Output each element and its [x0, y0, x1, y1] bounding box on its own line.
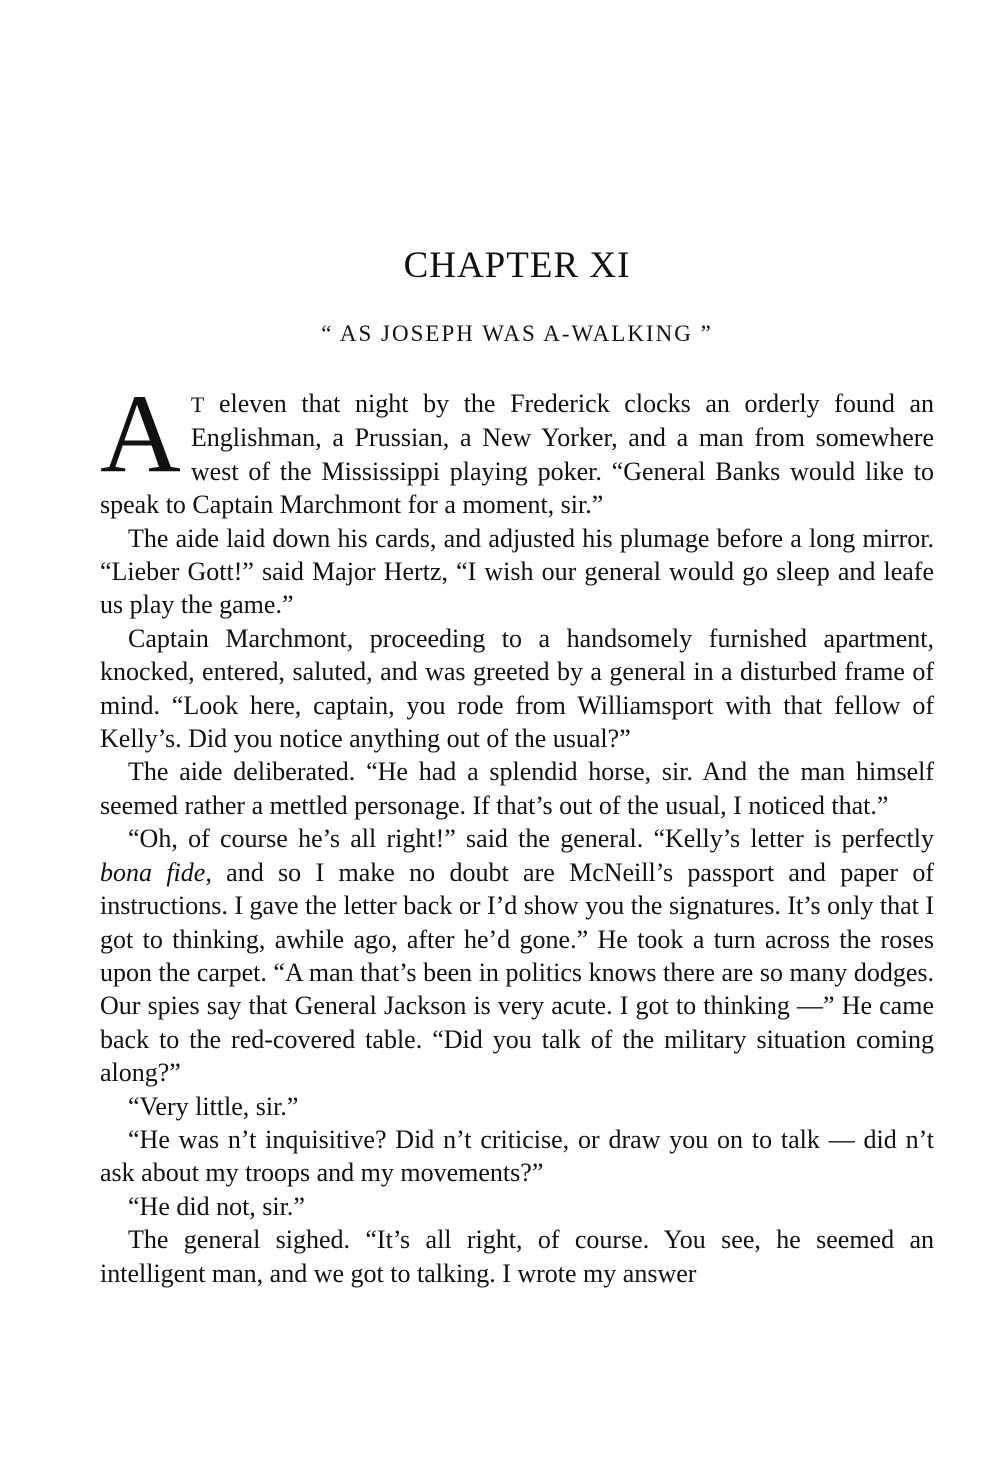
- paragraph-1: [100, 372, 934, 522]
- paragraph-text: “Oh, of course he’s all right!” said the general. “Kelly’s letter is perfectly: [128, 824, 934, 854]
- paragraph-text: and so I make no doubt are McNeill’s passport and paper of instructions. I gave the letter back or I’d show you the signatures. It’s only that I got to thinking, awhile ago, after he’d gone.” He took a turn across the roses upon the carpet. “A man that’s been in politics knows there are so many dodges. Our spies say that General Jackson is very acute. I got to thinking —” He came back to the red-covered table. “Did you talk of the military situation coming along?”: [100, 857, 934, 1088]
- lead-letter: T: [190, 392, 205, 417]
- paragraph-7: “He was n’t inquisitive? Did n’t criticise, or draw you on to talk — did n’t ask about my troops and my movements?”: [100, 1124, 934, 1188]
- paragraph-5: [100, 822, 934, 1089]
- paragraph-text: eleven that night by the Frederick clocks an orderly found an Englishman, a Prussian, a New Yorker, and a man from somewhere west of the Mississippi playing poker. “General Banks would like to speak to Captain Marchmont for a moment, sir.”: [100, 389, 934, 520]
- paragraph-8: “He did not, sir.”: [128, 1191, 305, 1221]
- chapter-title: CHAPTER XI: [403, 245, 631, 286]
- body-text: [100, 372, 934, 1290]
- paragraph-6: “Very little, sir.”: [128, 1091, 299, 1121]
- paragraph-4: The aide deliberated. “He had a splendid horse, sir. And the man himself seemed rather a mettled personage. If that’s out of the usual, I noticed that.”: [100, 757, 934, 820]
- paragraph-3: Captain Marchmont, proceeding to a handsomely furnished apartment, knocked, entered, saluted, and was greeted by a general in a disturbed frame of mind. “Look here, captain, you rode from Williamsport with that fellow of Kelly’s. Did you notice anything out of the usual?”: [100, 623, 934, 754]
- book-page: [100, 0, 934, 1478]
- italic-phrase: bona fide,: [100, 857, 212, 887]
- paragraph-9: The general sighed. “It’s all right, of course. You see, he seemed an intelligent man, and we got to talking. I wrote my answer: [100, 1225, 934, 1288]
- chapter-subtitle: “ AS JOSEPH WAS A-WALKING ”: [321, 321, 713, 346]
- drop-cap: A: [100, 372, 181, 496]
- paragraph-2: The aide laid down his cards, and adjusted his plumage before a long mirror. “Lieber Gott!” said Major Hertz, “I wish our general would go sleep and leafe us play the game.”: [100, 523, 934, 620]
